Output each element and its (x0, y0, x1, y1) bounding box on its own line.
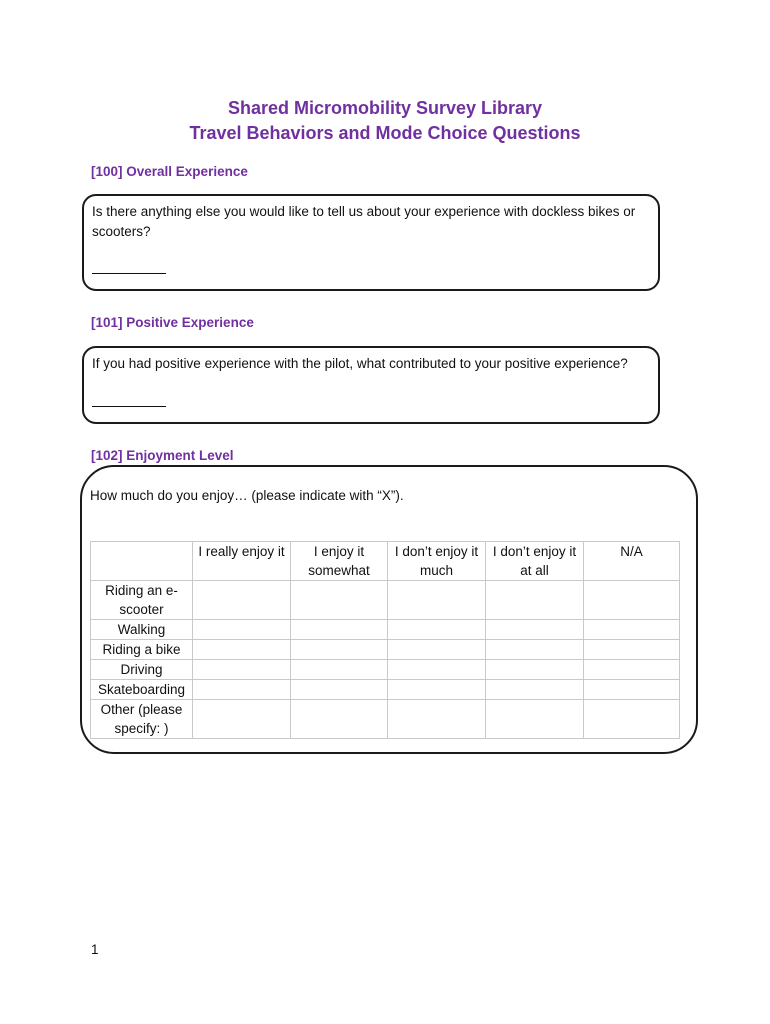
question-text-100: Is there anything else you would like to tell us about your experience with dockless bikes or scooters? (92, 204, 636, 239)
section-heading-100: [100] Overall Experience (91, 164, 248, 179)
answer-cell[interactable] (584, 620, 680, 640)
answer-cell[interactable] (388, 640, 486, 660)
answer-line-101[interactable] (92, 406, 166, 407)
answer-cell[interactable] (291, 640, 388, 660)
answer-cell[interactable] (388, 680, 486, 700)
question-box-100 (82, 194, 660, 291)
column-header: I don’t enjoy it at all (486, 542, 584, 581)
row-label: Walking (91, 620, 193, 640)
table-row (91, 581, 680, 620)
answer-cell[interactable] (486, 660, 584, 680)
column-header: N/A (584, 542, 680, 581)
answer-cell[interactable] (388, 620, 486, 640)
title-line-2: Travel Behaviors and Mode Choice Questions (189, 123, 581, 143)
page-number: 1 (91, 942, 99, 957)
row-label: Riding a bike (91, 640, 193, 660)
answer-cell[interactable] (388, 660, 486, 680)
title-line-1: Shared Micromobility Survey Library (227, 98, 543, 118)
section-heading-101: [101] Positive Experience (91, 315, 254, 330)
answer-cell[interactable] (486, 581, 584, 620)
answer-cell[interactable] (193, 680, 291, 700)
answer-cell[interactable] (388, 581, 486, 620)
table-row (91, 700, 680, 739)
table-header-row (91, 542, 680, 581)
document-title (0, 96, 770, 146)
table-row (91, 660, 680, 680)
column-header: I don’t enjoy it much (388, 542, 486, 581)
table-row (91, 640, 680, 660)
answer-cell[interactable] (291, 581, 388, 620)
table-corner-cell (91, 542, 193, 581)
answer-cell[interactable] (193, 700, 291, 739)
question-text-101: If you had positive experience with the pilot, what contributed to your positive experience? (92, 356, 628, 371)
enjoyment-table (90, 541, 680, 739)
answer-cell[interactable] (291, 660, 388, 680)
answer-cell[interactable] (193, 640, 291, 660)
answer-cell[interactable] (291, 680, 388, 700)
answer-cell[interactable] (388, 700, 486, 739)
answer-cell[interactable] (193, 581, 291, 620)
answer-cell[interactable] (291, 700, 388, 739)
row-label: Skateboarding (91, 680, 193, 700)
answer-line-100[interactable] (92, 273, 166, 274)
answer-cell[interactable] (486, 680, 584, 700)
row-label: Other (please specify: ) (91, 700, 193, 739)
answer-cell[interactable] (486, 620, 584, 640)
column-header: I enjoy it somewhat (291, 542, 388, 581)
column-header: I really enjoy it (193, 542, 291, 581)
table-row (91, 620, 680, 640)
answer-cell[interactable] (291, 620, 388, 640)
answer-cell[interactable] (584, 581, 680, 620)
question-text-102: How much do you enjoy… (please indicate with “X”). (90, 488, 404, 503)
section-heading-102: [102] Enjoyment Level (91, 448, 234, 463)
answer-cell[interactable] (584, 680, 680, 700)
row-label: Riding an e-scooter (91, 581, 193, 620)
answer-cell[interactable] (486, 640, 584, 660)
row-label: Driving (91, 660, 193, 680)
answer-cell[interactable] (193, 620, 291, 640)
answer-cell[interactable] (584, 660, 680, 680)
question-box-101 (82, 346, 660, 424)
answer-cell[interactable] (193, 660, 291, 680)
answer-cell[interactable] (584, 640, 680, 660)
answer-cell[interactable] (584, 700, 680, 739)
table-row (91, 680, 680, 700)
answer-cell[interactable] (486, 700, 584, 739)
